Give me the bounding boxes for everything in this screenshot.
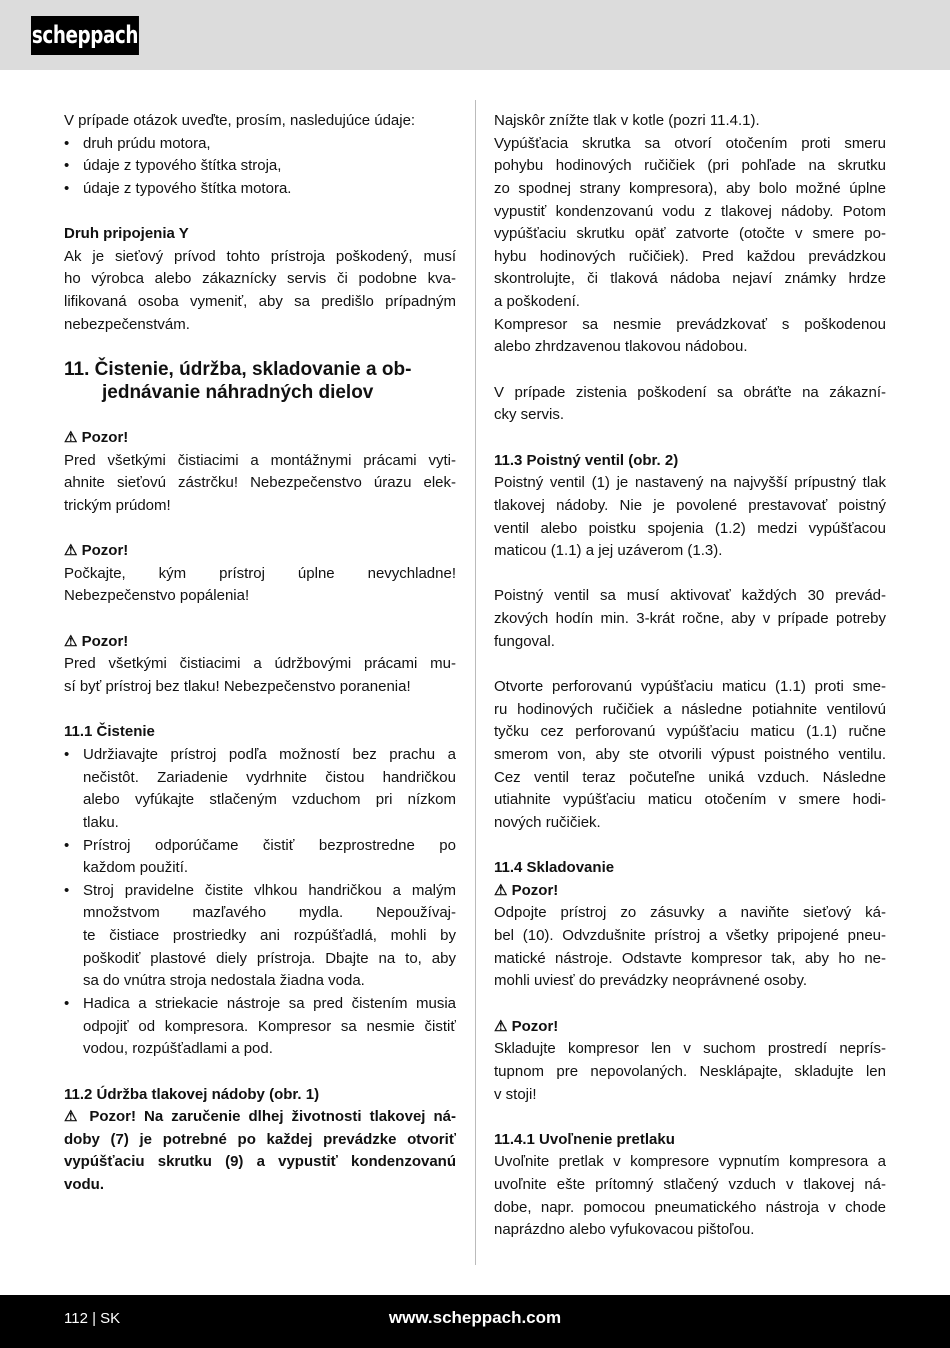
blank-line [494, 835, 886, 858]
bullet-continuation: poškodiť plastové diely prístroja. Dbajte na to, aby [83, 949, 456, 967]
text-line: maticou (1.1) a jej uzáverom (1.3). [494, 542, 723, 560]
bold-line: 11.1 Čistenie [64, 723, 155, 741]
website-link[interactable]: www.scheppach.com [388, 1308, 562, 1327]
text-line: ho výrobca alebo zákaznícky servis či podobne kva- [64, 270, 456, 288]
text-line: lifikovaná osoba vymeniť, aby sa predišlo prípadným [64, 293, 456, 311]
bold-line: vodu. [64, 1176, 104, 1194]
left-column [64, 110, 456, 1197]
bullet-item: • Stroj pravidelne čistite vlhkou handričkou a malým [64, 880, 456, 903]
text-line: Uvoľnite pretlak v kompresore vypnutím kompresora a [494, 1153, 886, 1171]
right-column [494, 110, 886, 1242]
bold-line: vypúšťaciu skrutku (9) a vypustiť kondenzovanú [64, 1153, 456, 1171]
text-line: Poistný ventil sa musí aktivovať každých 30 prevád- [494, 587, 886, 605]
text-line: bel (10). Odvzdušnite prístroj a všetky pripojené pneu- [494, 927, 886, 945]
blank-line [64, 518, 456, 541]
text-line: mohli uviesť do prevádzky neoprávnené osoby. [494, 972, 808, 990]
blank-line [64, 608, 456, 631]
text-line: Ak je sieťový prívod tohto prístroja poškodený, musí [64, 247, 456, 265]
text-line: vypúšťaciu skrutku opäť zatvorte (otočte v smere po- [494, 225, 886, 243]
text-line: Nebezpečenstvo popálenia! [64, 587, 250, 605]
bullet-continuation: te čistiace prostriedky ani rozpúšťadlá, mohli by [83, 927, 456, 945]
bullet-continuation: tlaku. [83, 813, 119, 831]
text-line: tlakovej nádoby. Nie je povolené prestavovať poistný [494, 496, 886, 514]
bold-line: ⚠ Pozor! [494, 881, 559, 899]
text-line: V prípade otázok uveďte, prosím, nasledujúce údaje: [64, 112, 416, 129]
bold-line: 11.3 Poistný ventil (obr. 2) [494, 451, 679, 469]
bullet-continuation: sa do vnútra stroja nedostala žiadna voda. [83, 972, 365, 990]
bullet-item: • Hadica a striekacie nástroje sa pred čistením musia [64, 993, 456, 1016]
bold-line: ⚠ Pozor! [64, 632, 129, 650]
bold-line: 11.4 Skladovanie [494, 859, 615, 877]
bullet-continuation: odpojiť od kompresora. Kompresor sa nesmie čistiť [83, 1017, 456, 1035]
text-line: trickým prúdom! [64, 496, 171, 514]
text-line: tyčku cez perforovanú vypúšťaciu maticu (1.1) ručne [494, 723, 886, 741]
text-line: tupnom pre nepovolaných. Nesklápajte, skladujte len [494, 1062, 886, 1080]
text-line: nových ručičiek. [494, 813, 601, 831]
text-line: v stoji! [494, 1085, 537, 1103]
blank-line [494, 563, 886, 586]
bold-line: ⚠ Pozor! [64, 542, 129, 560]
text-line: V prípade zistenia poškodení sa obráťte na zákazní- [494, 383, 886, 401]
text-line: vypustiť kondenzovanú vodu z tlakovej nádoby. Potom [494, 202, 886, 220]
text-line: Poistný ventil (1) je nastavený na najvyšší prípustný tlak [494, 474, 886, 492]
text-line: uvoľnite ešte prítomný stlačený vzduch v tlakovej ná- [494, 1176, 886, 1194]
bullet-item: • druh prúdu motora, [64, 133, 456, 156]
bold-line: 11.4.1 Uvoľnenie pretlaku [494, 1130, 675, 1148]
text-line: Počkajte, kým prístroj úplne nevychladne! [64, 564, 456, 582]
bullet-item: • Prístroj odporúčame čistiť bezprostredne po [64, 835, 456, 858]
bold-line: ⚠ Pozor! [64, 428, 129, 446]
text-line: Pred všetkými čistiacimi a údržbovými prácami mu- [64, 655, 456, 673]
text-line: skontrolujte, či tlaková nádoba nejaví známky hrdze [494, 270, 886, 288]
text-line: dobe, napr. pomocou pneumatického nástroja v chode [494, 1198, 886, 1216]
text-line: zkových hodín min. 3-krát ročne, aby v prípade potreby [494, 610, 886, 628]
text-line: hybu hodinových ručičiek). Pred každou prevádzkou [494, 247, 886, 265]
blank-line [494, 1106, 886, 1129]
text-line: Skladujte kompresor len v suchom prostredí neprís- [494, 1040, 886, 1058]
text-line: matické nástroje. Odstavte kompresor tak, aby ho ne- [494, 949, 886, 967]
blank-line [494, 993, 886, 1016]
column-divider [475, 100, 476, 1265]
bullet-continuation: alebo vyfúkajte stlačeným vzduchom pri nízkom [83, 791, 456, 809]
text-line: ventil alebo poistku spojenia (1.2) medzi vypúšťacou [494, 519, 886, 537]
text-line: Cez ventil teraz počuteľne uniká vzduch. Následne [494, 768, 886, 786]
text-line: Kompresor sa nesmie prevádzkovať s poškodenou [494, 315, 886, 333]
blank-line [64, 699, 456, 722]
text-line: Otvorte perforovanú vypúšťaciu maticu (1.1) proti sme- [494, 678, 886, 696]
text-line: a poškodení. [494, 293, 580, 311]
text-line: Vypúšťacia skrutka sa otvorí otočením proti smeru [494, 134, 886, 152]
bullet-item: • údaje z typového štítka stroja, [64, 155, 456, 178]
text-line: Odpojte prístroj zo zásuvky a naviňte sieťový ká- [494, 904, 886, 922]
bullet-continuation: každom použití. [83, 859, 189, 877]
text-line: Najskôr znížte tlak v kotle (pozri 11.4.1). [494, 112, 760, 129]
text-line: ru hodinových ručičiek a následne potiahnite ventilovú [494, 700, 886, 718]
page-number: 112 | SK [64, 1310, 121, 1327]
section-heading: 11. Čistenie, údržba, skladovanie a ob- [64, 359, 412, 381]
blank-line [64, 336, 456, 359]
blank-line [494, 653, 886, 676]
bullet-continuation: vodou, rozpúšťadlami a pod. [83, 1040, 273, 1058]
text-line: Pred všetkými čistiacimi a montážnymi prácami vyti- [64, 451, 456, 469]
blank-line [494, 427, 886, 450]
blank-line [64, 404, 456, 427]
blank-line [64, 1061, 456, 1084]
bold-line: Druh pripojenia Y [64, 225, 189, 243]
bullet-item: • Udržiavajte prístroj podľa možností bez prachu a [64, 744, 456, 767]
text-line: cky servis. [494, 406, 565, 424]
text-line: ahnite sieťovú zástrčku! Nebezpečenstvo úrazu elek- [64, 474, 456, 492]
bold-line: doby (7) je potrebné po každej prevádzke otvoriť [64, 1130, 456, 1148]
bold-line: ⚠ Pozor! [494, 1017, 559, 1035]
section-heading: jednávanie náhradných dielov [102, 381, 374, 403]
text-line: pohybu hodinových ručičiek (pri pohľade na skrutku [494, 157, 886, 175]
text-line: fungoval. [494, 632, 555, 650]
scheppach-logo: scheppach [31, 16, 139, 55]
blank-line [64, 201, 456, 224]
text-line: alebo zhrdzavenou tlakovou nádobou. [494, 338, 748, 356]
text-line: sí byť prístroj bez tlaku! Nebezpečenstvo poranenia! [64, 678, 411, 696]
page-footer [0, 1295, 950, 1348]
text-line: zo spodnej strany kompresora), aby bolo možné úplne [494, 179, 886, 197]
bullet-continuation: množstvom mazľavého mydla. Nepoužívaj- [83, 904, 456, 922]
bullet-continuation: nečistôt. Zariadenie vydrhnite čistou handričkou [83, 768, 456, 786]
page-header [0, 0, 950, 70]
bold-line: 11.2 Údržba tlakovej nádoby (obr. 1) [64, 1085, 320, 1103]
blank-line [494, 359, 886, 382]
text-line: utiahnite vypúšťaciu maticu otočením v smere hodi- [494, 791, 886, 809]
bold-line: ⚠ Pozor! Na zaručenie dlhej životnosti tlakovej ná- [64, 1108, 456, 1126]
bullet-item: • údaje z typového štítka motora. [64, 178, 456, 201]
text-line: naprázdno alebo vyfukovacou pištoľou. [494, 1221, 755, 1239]
text-line: smerom von, aby ste otvorili výpust poistného ventilu. [494, 745, 886, 763]
text-line: nebezpečenstvám. [64, 315, 190, 333]
